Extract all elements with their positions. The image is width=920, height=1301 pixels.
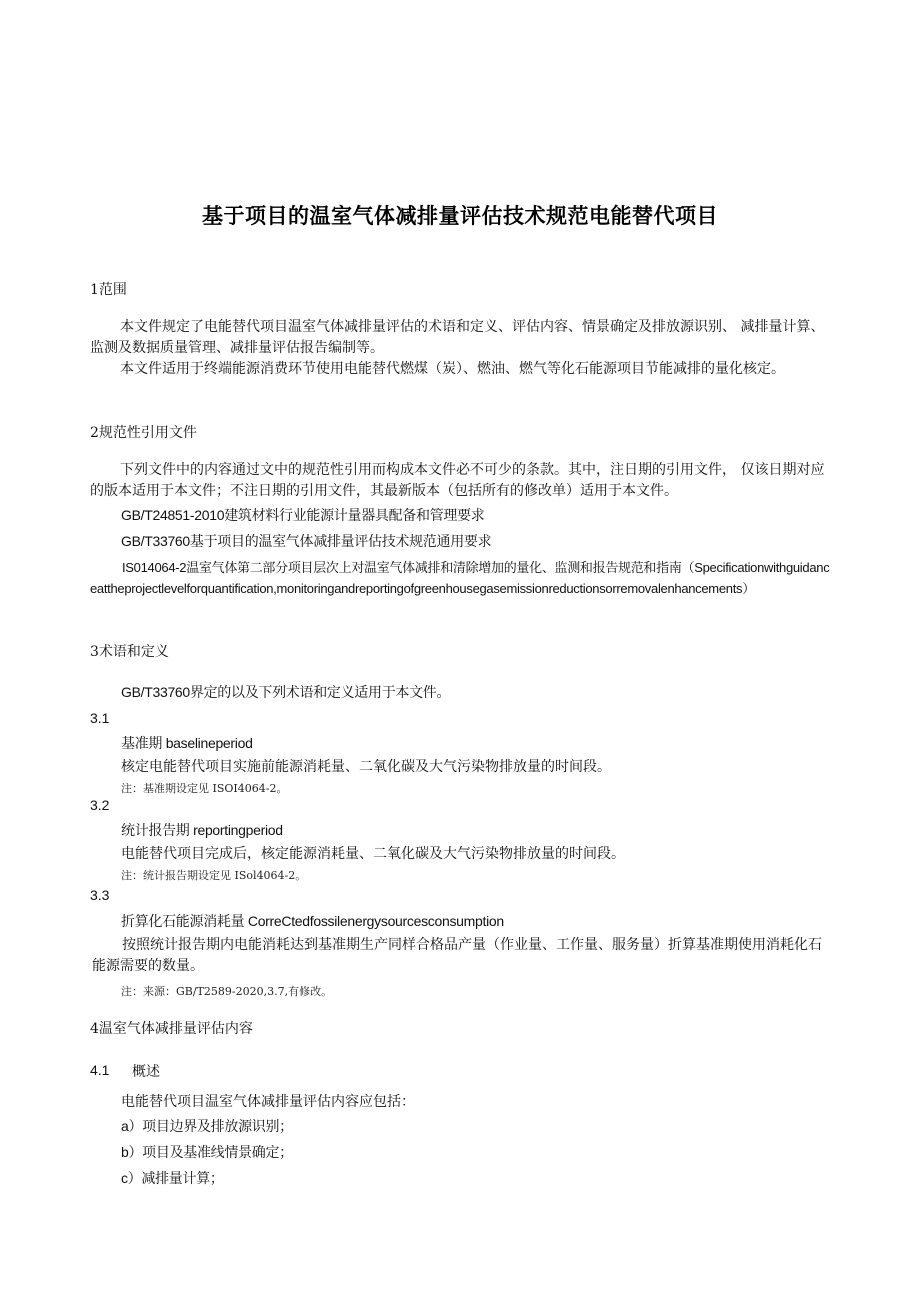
list-item-c: c）减排量计算；: [121, 1170, 224, 1186]
section-4-intro: 电能替代项目温室气体减排量评估内容应包括：: [121, 1094, 415, 1110]
term-3-1-name: 基准期 baselineperiod: [121, 735, 253, 751]
term-3-2-note: 注：统计报告期设定见 ISol4064-2。: [121, 869, 307, 882]
document-title: 基于项目的温室气体减排量评估技术规范电能替代项目: [202, 204, 718, 228]
list-item-a: a）项目边界及排放源识别；: [121, 1118, 293, 1134]
term-3-2-number: 3.2: [90, 797, 110, 813]
section-2-paragraph-1: 下列文件中的内容通过文中的规范性引用而构成本文件必不可少的条款。其中，注日期的引用文件， 仅该日期对应的版本适用于本文件；不注日期的引用文件，其最新版本（包括所有的修改单）适用于本文件。: [90, 462, 825, 499]
term-3-3-note: 注：来源：GB/T2589-2020,3.7,有修改。: [121, 985, 333, 998]
term-3-3-name: 折算化石能源消耗量 CorreCtedfossilenergysourcesconsumption: [121, 913, 504, 929]
term-3-1-number: 3.1: [90, 710, 110, 726]
normative-reference-3: IS014064-2温室气体第二部分项目层次上对温室气体减排和清除增加的量化、监测和报告规范和指南（Specificationwithguidanceattheprojectlevelforquantification,monitoringandreportingofgreenhousegasemissionreductionsorremovalenhancements）: [90, 560, 830, 596]
term-3-2-definition: 电能替代项目完成后，核定能源消耗量、二氧化碳及大气污染物排放量的时间段。: [121, 846, 625, 862]
term-3-2-name: 统计报告期 reportingperiod: [121, 822, 283, 838]
section-3-heading: 3术语和定义: [90, 644, 169, 660]
term-3-3-number: 3.3: [90, 887, 110, 903]
term-3-1-definition: 核定电能替代项目实施前能源消耗量、二氧化碳及大气污染物排放量的时间段。: [121, 759, 611, 775]
list-item-b: b）项目及基准线情景确定；: [121, 1144, 293, 1160]
subsection-4-1-number: 4.1: [90, 1062, 110, 1078]
section-4-heading: 4温室气体减排量评估内容: [90, 1021, 253, 1037]
subsection-4-1-title: 概述: [132, 1064, 160, 1080]
term-3-3-definition: 按照统计报告期内电能消耗达到基准期生产同样合格品产量（作业量、工作量、服务量）折算基准期使用消耗化石能源需要的数量。: [92, 937, 822, 974]
section-1-paragraph-1: 本文件规定了电能替代项目温室气体减排量评估的术语和定义、评估内容、情景确定及排放源识别、 减排量计算、监测及数据质量管理、减排量评估报告编制等。: [90, 319, 825, 356]
section-2-heading: 2规范性引用文件: [90, 425, 197, 441]
section-3-intro: GB/T33760界定的以及下列术语和定义适用于本文件。: [121, 684, 451, 700]
normative-reference-1: GB/T24851-2010建筑材料行业能源计量器具配备和管理要求: [121, 507, 485, 523]
section-1-heading: 1范围: [90, 282, 127, 298]
section-1-paragraph-2: 本文件适用于终端能源消费环节使用电能替代燃煤（炭）、燃油、燃气等化石能源项目节能减排的量化核定。: [120, 361, 785, 377]
normative-reference-2: GB/T33760基于项目的温室气体减排量评估技术规范通用要求: [121, 533, 492, 549]
term-3-1-note: 注：基准期设定见 ISOI4064-2。: [121, 782, 288, 795]
